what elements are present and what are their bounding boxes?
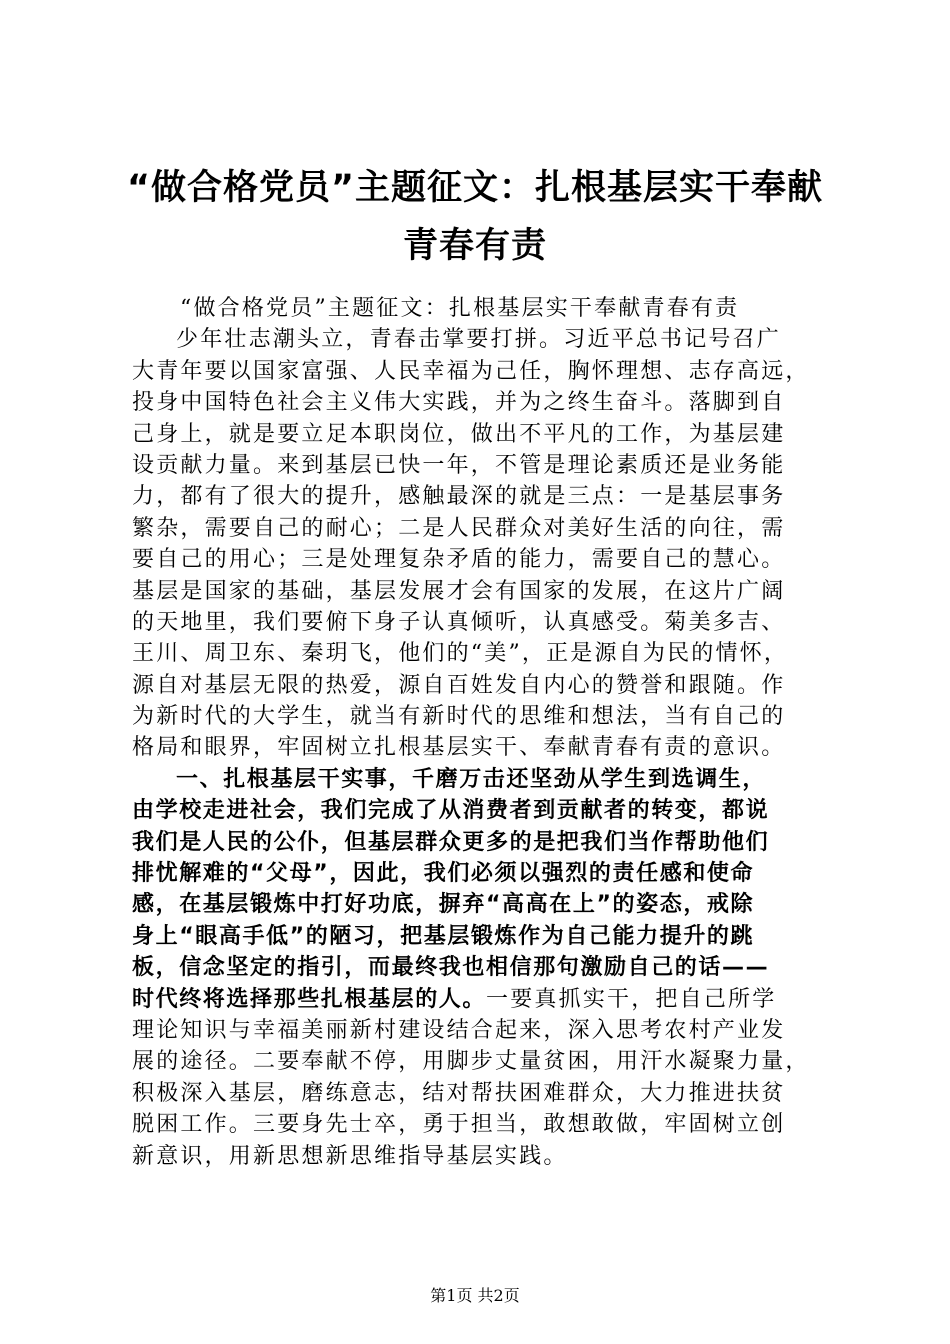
paragraph-line: 理论知识与幸福美丽新村建设结合起来，深入思考农村产业发 (132, 1017, 786, 1043)
mixed-paragraph-line (132, 984, 832, 1015)
bold-paragraph-line: 排忧解难的“父母”，因此，我们必须以强烈的责任感和使命 (132, 861, 755, 887)
paragraph-line: 基层是国家的基础，基层发展才会有国家的发展，在这片广阔 (132, 578, 786, 604)
paragraph-line: 己身上，就是要立足本职岗位，做出不平凡的工作，为基层建 (132, 421, 786, 447)
paragraph-line: 王川、周卫东、秦玥飞，他们的“美”，正是源自为民的情怀， (132, 641, 789, 667)
paragraph-line: 新意识，用新思想新思维指导基层实践。 (132, 1143, 568, 1169)
paragraph-line: 繁杂，需要自己的耐心；二是人民群众对美好生活的向往，需 (132, 515, 786, 541)
paragraph-line: 大青年要以国家富强、人民幸福为己任，胸怀理想、志存高远， (132, 358, 810, 384)
paragraph-line: 积极深入基层，磨练意志，结对帮扶困难群众，大力推进扶贫 (132, 1080, 786, 1106)
paragraph-line: 展的途径。二要奉献不停，用脚步丈量贫困，用汗水凝聚力量， (132, 1049, 810, 1075)
paragraph-line: 力，都有了很大的提升，感触最深的就是三点：一是基层事务 (132, 484, 786, 510)
paragraph-line: 的天地里，我们要俯下身子认真倾听，认真感受。菊美多吉、 (132, 609, 786, 635)
paragraph-line: 格局和眼界，牢固树立扎根基层实干、奉献青春有责的意识。 (132, 735, 786, 761)
paragraph-line: 脱困工作。三要身先士卒，勇于担当，敢想敢做，牢固树立创 (132, 1112, 786, 1138)
bold-paragraph-line: 板，信念坚定的指引，而最终我也相信那句激励自己的话—— (132, 955, 770, 981)
paragraph-line: 投身中国特色社会主义伟大实践，并为之终生奋斗。落脚到自 (132, 390, 786, 416)
bold-paragraph-line: 身上“眼高手低”的陋习，把基层锻炼作为自己能力提升的跳 (132, 923, 755, 949)
bold-text-span: 时代终将选择那些扎根基层的人。 (132, 986, 487, 1012)
document-title-line-1: “做合格党员”主题征文：扎根基层实干奉献 (126, 168, 823, 208)
document-title-line-2: 青春有责 (402, 226, 547, 266)
paragraph-line: 少年壮志潮头立，青春击掌要打拼。习近平总书记号召广 (176, 327, 782, 353)
paragraph-line: 为新时代的大学生，就当有新时代的思维和想法，当有自己的 (132, 704, 786, 730)
bold-paragraph-line: 感，在基层锻炼中打好功底，摒弃“高高在上”的姿态，戒除 (132, 892, 755, 918)
regular-text-span: 一要真抓实干，把自己所学 (486, 986, 777, 1012)
bold-paragraph-line: 我们是人民的公仆，但基层群众更多的是把我们当作帮助他们 (132, 829, 770, 855)
paragraph-line: 设贡献力量。来到基层已快一年，不管是理论素质还是业务能 (132, 452, 786, 478)
section-heading-line: 一、扎根基层干实事，千磨万击还坚劲从学生到选调生， (176, 766, 767, 792)
paragraph-line: 源自对基层无限的热爱，源自百姓发自内心的赞誉和跟随。作 (132, 672, 786, 698)
document-subtitle: “做合格党员”主题征文：扎根基层实干奉献青春有责 (180, 296, 740, 321)
document-body (132, 293, 832, 1172)
page-footer: 第1页 共2页 (430, 1286, 520, 1305)
paragraph-line: 要自己的用心；三是处理复杂矛盾的能力，需要自己的慧心。 (132, 547, 786, 573)
bold-paragraph-line: 由学校走进社会，我们完成了从消费者到贡献者的转变，都说 (132, 798, 770, 824)
